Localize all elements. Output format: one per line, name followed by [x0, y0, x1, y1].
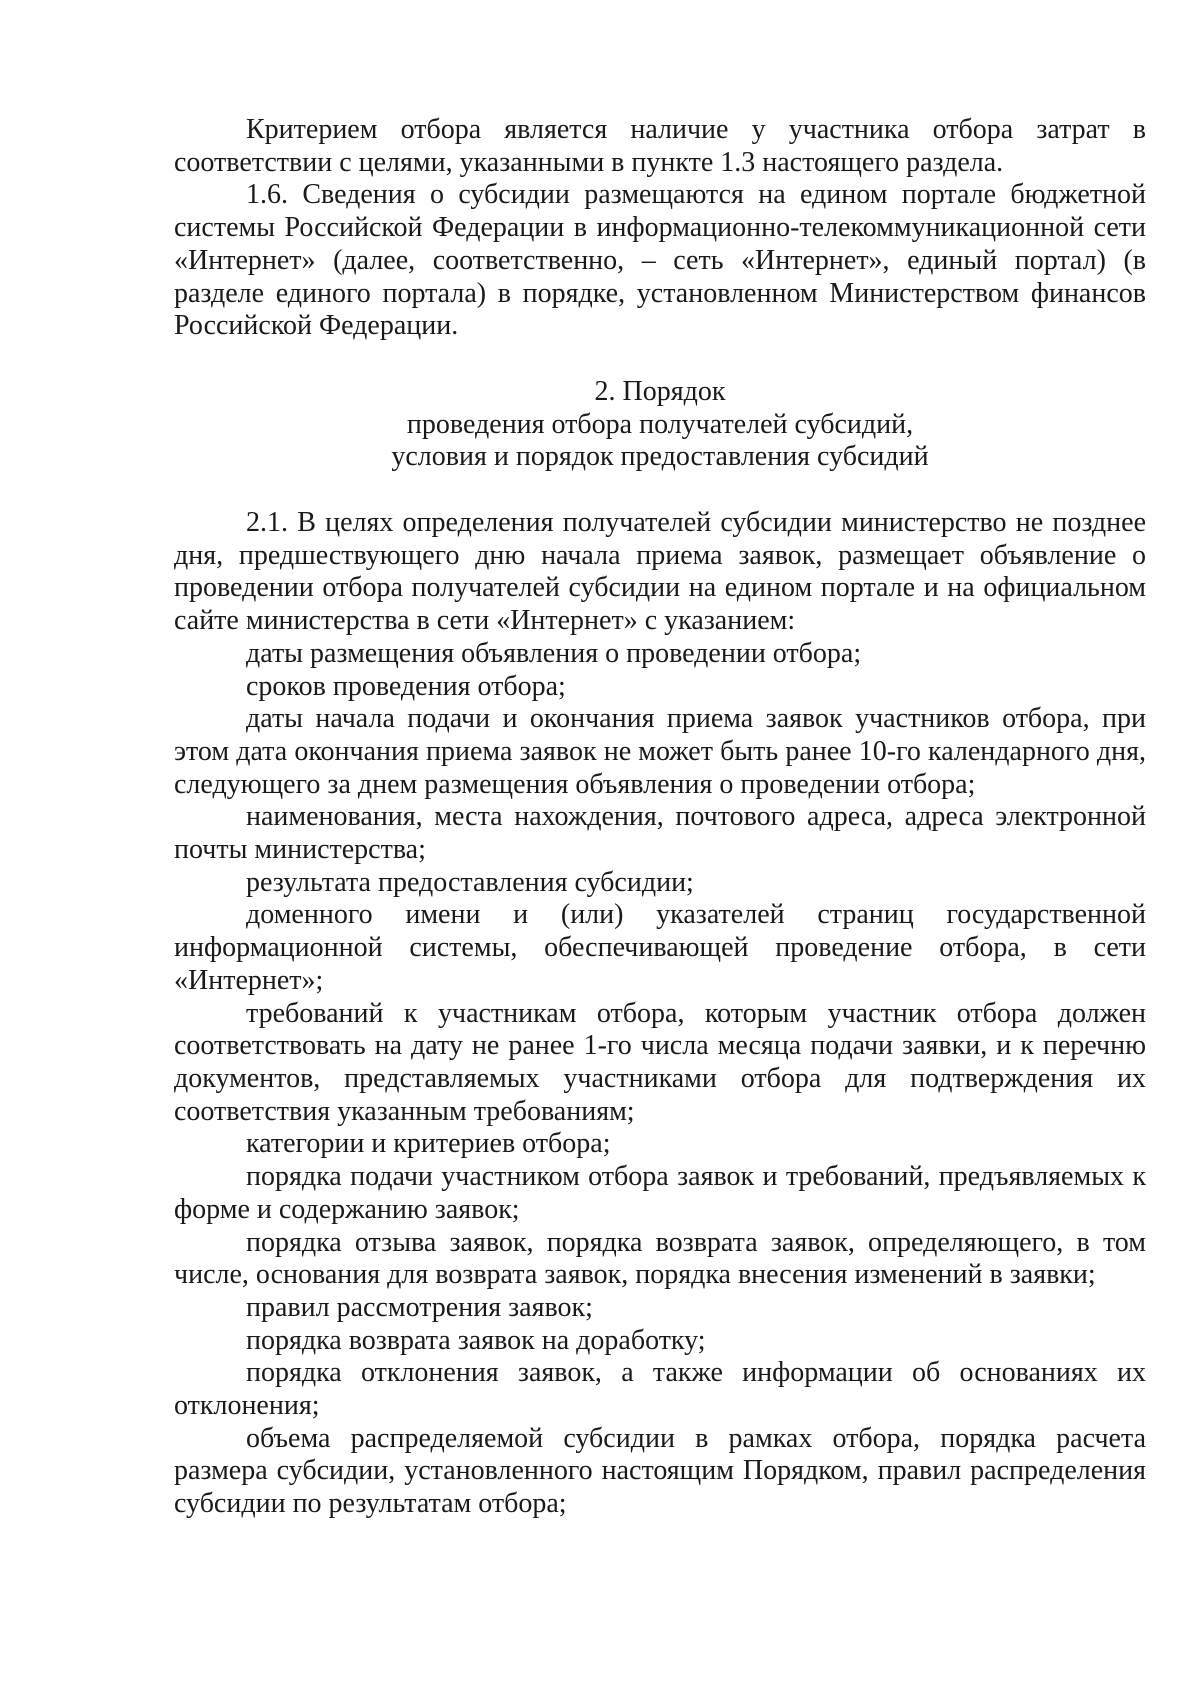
paragraph-1-6-subsidy-info: 1.6. Сведения о субсидии размещаются на едином портале бюджетной системы Российской Федерации в информационно-телекоммуникационной сети «Интернет» (далее, соответственно, – сеть «Интернет», единый портал) (в разделе единого портала) в порядке, установленном Министерством финансов Российской Федерации. [174, 179, 1146, 342]
paragraph-selection-criterion: Критерием отбора является наличие у участника отбора затрат в соответствии с целями, указанными в пункте 1.3 настоящего раздела. [174, 114, 1146, 178]
section-heading-number: 2. Порядок [594, 375, 726, 407]
paragraph-2-1-announcement: 2.1. В целях определения получателей субсидии министерство не позднее дня, предшествующего дню начала приема заявок, размещает объявление о проведении отбора получателей субсидии на едином портале и на официальном сайте министерства в сети «Интернет» с указанием: [174, 507, 1146, 637]
list-item-withdrawal-procedure: порядка отзыва заявок, порядка возврата заявок, определяющего, в том числе, основания для возврата заявок, порядка внесения изменений в заявки; [174, 1226, 1146, 1291]
list-item-return-for-revision: порядка возврата заявок на доработку; [246, 1324, 706, 1356]
list-item-application-dates: даты начала подачи и окончания приема заявок участников отбора, при этом дата окончания приема заявок не может быть ранее 10-го календарного дня, следующего за днем размещения объявления о проведении отбора; [174, 703, 1146, 800]
list-item-selection-period: сроков проведения отбора; [246, 670, 566, 702]
list-item-subsidy-volume: объема распределяемой субсидии в рамках отбора, порядка расчета размера субсидии, установленного настоящим Порядком, правил распределения субсидии по результатам отбора; [174, 1422, 1146, 1520]
list-item-rejection-procedure: порядка отклонения заявок, а также информации об основаниях их отклонения; [174, 1357, 1146, 1422]
list-item-participant-requirements: требований к участникам отбора, которым участник отбора должен соответствовать на дату не ранее 1-го числа месяца подачи заявки, и к перечню документов, представляемых участниками отбора для подтверждения их соответствия указанным требованиям; [174, 997, 1146, 1127]
list-item-domain-name: доменного имени и (или) указателей страниц государственной информационной системы, обеспечивающей проведение отбора, в сети «Интернет»; [174, 899, 1146, 996]
section-heading [174, 376, 1146, 474]
list-item-categories-criteria: категории и критериев отбора; [246, 1128, 611, 1160]
list-item-announcement-date: даты размещения объявления о проведении отбора; [246, 637, 862, 669]
section-heading-line-2: проведения отбора получателей субсидий, [406, 408, 914, 440]
list-item-subsidy-result: результата предоставления субсидии; [246, 866, 694, 898]
document-body [174, 114, 1146, 1521]
list-item-review-rules: правил рассмотрения заявок; [246, 1291, 593, 1323]
section-heading-line-3: условия и порядок предоставления субсидий [391, 441, 929, 473]
list-item-submission-procedure: порядка подачи участником отбора заявок и требований, предъявляемых к форме и содержанию заявок; [174, 1161, 1146, 1225]
list-item-ministry-contacts: наименования, места нахождения, почтового адреса, адреса электронной почты министерства; [174, 801, 1146, 866]
